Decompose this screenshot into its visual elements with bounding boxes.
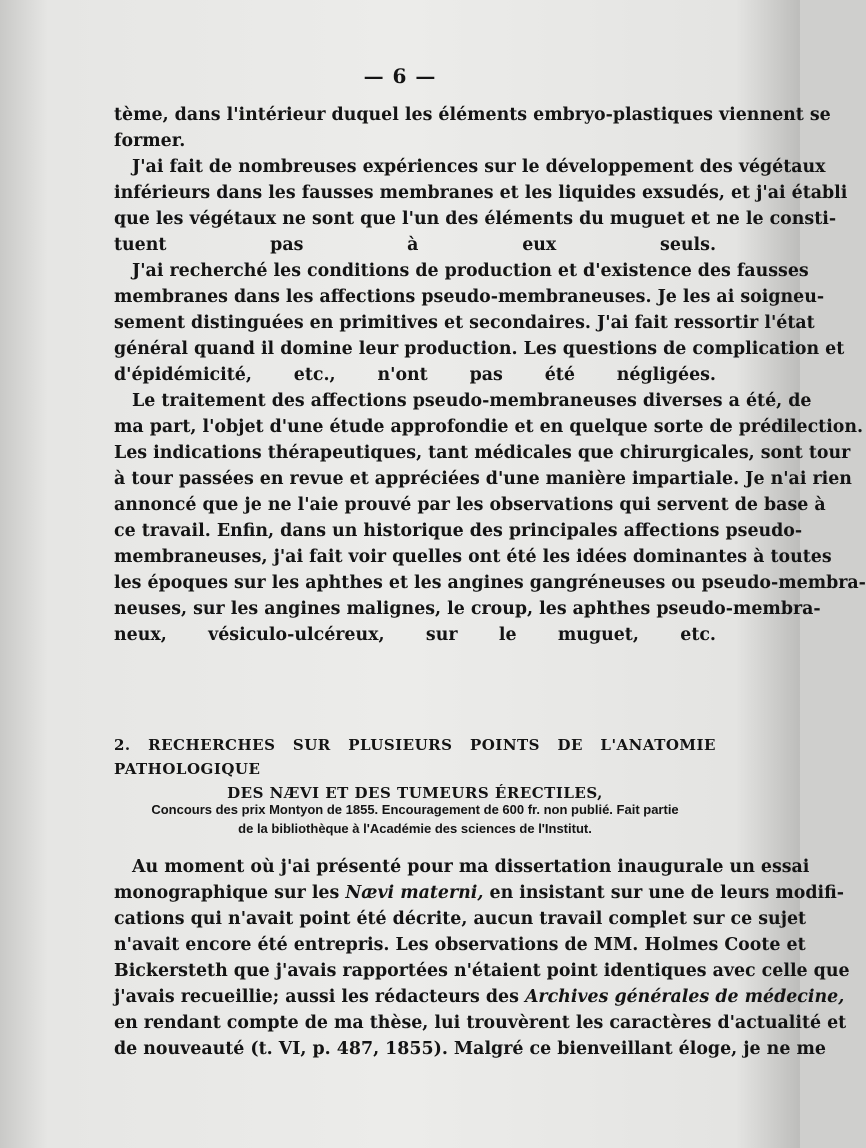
paragraph-vegetaux xyxy=(114,154,848,258)
text-line: d'épidémicité, etc., n'ont pas été négligées. xyxy=(114,365,716,385)
text-line: J'ai recherché les conditions de production et d'existence des fausses xyxy=(132,261,809,281)
text-line: J'ai fait de nombreuses expériences sur le développement des végétaux xyxy=(132,157,826,177)
text-line: membraneuses, j'ai fait voir quelles ont été les idées dominantes à toutes xyxy=(114,547,832,567)
paragraph-naevi xyxy=(114,854,850,1062)
body-text-top xyxy=(114,102,866,648)
text-line: cations qui n'avait point été décrite, aucun travail complet sur ce sujet xyxy=(114,909,807,929)
text-line: ce travail. Enfin, dans un historique des principales affections pseudo- xyxy=(114,521,803,541)
text-line: les époques sur les aphthes et les angines gangréneuses ou pseudo-membra- xyxy=(114,573,866,593)
text-line: tuent pas à eux seuls. xyxy=(114,235,716,255)
text-line: annoncé que je ne l'aie prouvé par les observations qui servent de base à xyxy=(114,495,826,515)
text-line: Le traitement des affections pseudo-membraneuses diverses a été, de xyxy=(132,391,812,411)
italic-title-archives: Archives générales de médecine, xyxy=(524,987,845,1007)
text-line: Au moment où j'ai présenté pour ma dissertation inaugurale un essai xyxy=(132,857,810,877)
note-line-2: de la bibliothèque à l'Académie des sciences de l'Institut. xyxy=(238,821,592,836)
text-line: inférieurs dans les fausses membranes et les liquides exsudés, et j'ai établi xyxy=(114,183,848,203)
text-line: en rendant compte de ma thèse, lui trouvèrent les caractères d'actualité et xyxy=(114,1013,847,1033)
section-note xyxy=(114,800,716,838)
paragraph-conditions xyxy=(114,258,845,388)
italic-title-naevi: Nævi materni, xyxy=(345,883,484,903)
text-line: que les végétaux ne sont que l'un des éléments du muguet et ne le consti- xyxy=(114,209,837,229)
heading-line-2: DES NÆVI ET DES TUMEURS ÉRECTILES, xyxy=(227,784,603,802)
text-line: monographique sur les Nævi materni, en insistant sur une de leurs modifi- xyxy=(114,883,845,903)
text-line: neux, vésiculo-ulcéreux, sur le muguet, etc. xyxy=(114,625,716,645)
heading-line-1: 2. RECHERCHES SUR PLUSIEURS POINTS DE L'ANATOMIE PATHOLOGIQUE xyxy=(114,736,716,778)
paragraph-continuation xyxy=(114,102,831,154)
text-line: à tour passées en revue et appréciées d'une manière impartiale. Je n'ai rien xyxy=(114,469,852,489)
text-line: neuses, sur les angines malignes, le croup, les aphthes pseudo-membra- xyxy=(114,599,821,619)
text-line: Bickersteth que j'avais rapportées n'étaient point identiques avec celle que xyxy=(114,961,850,981)
section-heading xyxy=(114,733,716,805)
text-line: ma part, l'objet d'une étude approfondie et en quelque sorte de prédilection. xyxy=(114,417,864,437)
text-line: n'avait encore été entrepris. Les observations de MM. Holmes Coote et xyxy=(114,935,806,955)
text-line: membranes dans les affections pseudo-membraneuses. Je les ai soigneu- xyxy=(114,287,825,307)
paragraph-traitement xyxy=(114,388,866,648)
text-line: de nouveauté (t. VI, p. 487, 1855). Malgré ce bienveillant éloge, je ne me xyxy=(114,1039,826,1059)
text-line: former. xyxy=(114,131,186,151)
text-line: Les indications thérapeutiques, tant médicales que chirurgicales, sont tour xyxy=(114,443,851,463)
body-text-bottom xyxy=(114,854,850,1062)
text-line: j'avais recueillie; aussi les rédacteurs des Archives générales de médecine, xyxy=(114,987,845,1007)
text-line: sement distinguées en primitives et secondaires. J'ai fait ressortir l'état xyxy=(114,313,815,333)
page-number: — 6 — xyxy=(363,64,437,88)
text-line: tème, dans l'intérieur duquel les éléments embryo-plastiques viennent se xyxy=(114,105,831,125)
text-line: général quand il domine leur production. Les questions de complication et xyxy=(114,339,845,359)
note-line-1: Concours des prix Montyon de 1855. Encouragement de 600 fr. non publié. Fait partie xyxy=(151,802,679,817)
